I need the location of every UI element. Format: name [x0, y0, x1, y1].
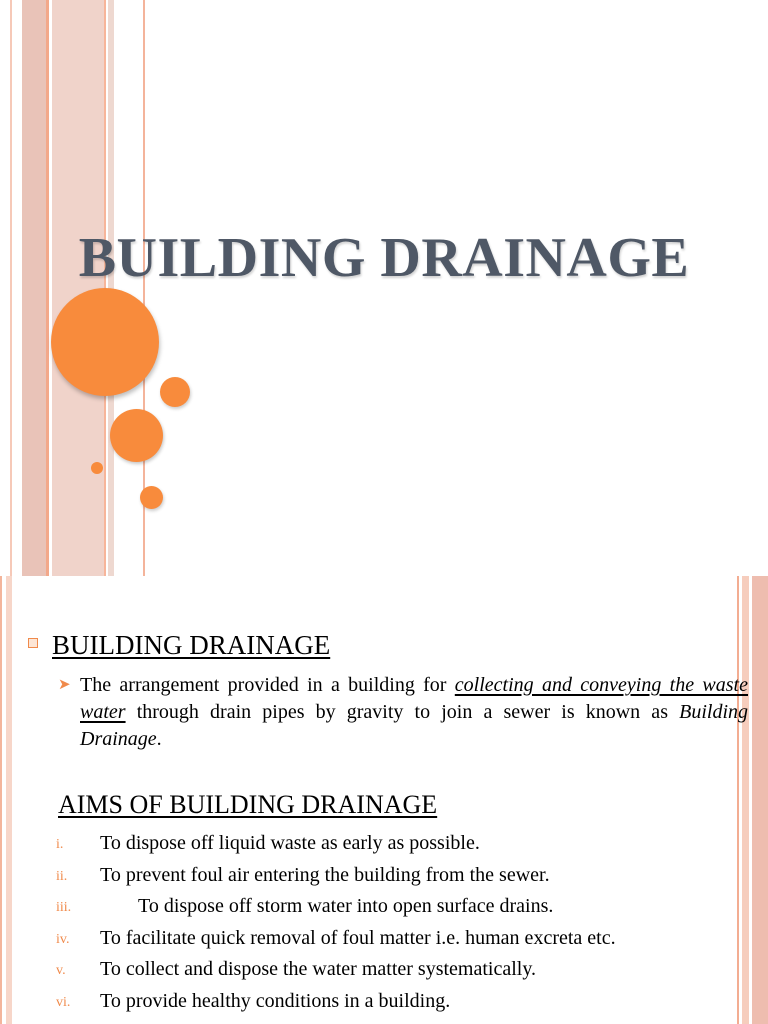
list-item	[0, 893, 768, 925]
list-number: vi.	[56, 994, 71, 1010]
aims-heading: AIMS OF BUILDING DRAINAGE	[58, 790, 438, 819]
content-slide	[0, 576, 768, 1024]
list-text: To collect and dispose the water matter systematically.	[100, 958, 537, 980]
list-item	[0, 830, 768, 862]
section-heading-text: BUILDING DRAINAGE	[52, 630, 331, 660]
paragraph-text: through drain pipes by gravity to join a sewer is known as	[125, 701, 680, 723]
list-item	[0, 988, 768, 1020]
list-number: v.	[56, 963, 66, 978]
list-number: i.	[56, 837, 64, 852]
list-text: To dispose off liquid waste as early as possible.	[100, 832, 480, 854]
definition-paragraph	[80, 672, 748, 753]
paragraph-term: Building Drainage	[80, 701, 748, 750]
tiny-circle	[91, 462, 103, 474]
large-circle	[51, 288, 159, 396]
list-text: To dispose off storm water into open surface drains.	[138, 895, 554, 917]
aims-list	[0, 830, 768, 1019]
list-text: To prevent foul air entering the building from the sewer.	[100, 863, 550, 886]
paragraph-emphasis: collecting and conveying the waste water	[80, 674, 748, 723]
list-number: iv.	[56, 931, 70, 947]
list-number: iii.	[56, 900, 72, 915]
list-item	[0, 956, 768, 988]
section-heading	[28, 630, 330, 661]
list-text: To provide healthy conditions in a building.	[100, 989, 451, 1012]
paragraph-text: .	[156, 728, 162, 750]
list-item	[0, 925, 768, 957]
slide-title: BUILDING DRAINAGE	[78, 227, 690, 289]
list-number: ii.	[56, 868, 68, 884]
list-item	[0, 862, 768, 894]
list-text: To facilitate quick removal of foul matter i.e. human excreta etc.	[100, 926, 616, 949]
square-bullet-icon	[28, 638, 38, 648]
small-circle	[160, 377, 190, 407]
arrow-bullet-icon: ➤	[58, 677, 71, 693]
small-circle-lower	[140, 486, 163, 509]
medium-circle	[110, 409, 163, 462]
paragraph-text: The arrangement provided in a building for	[80, 674, 455, 696]
